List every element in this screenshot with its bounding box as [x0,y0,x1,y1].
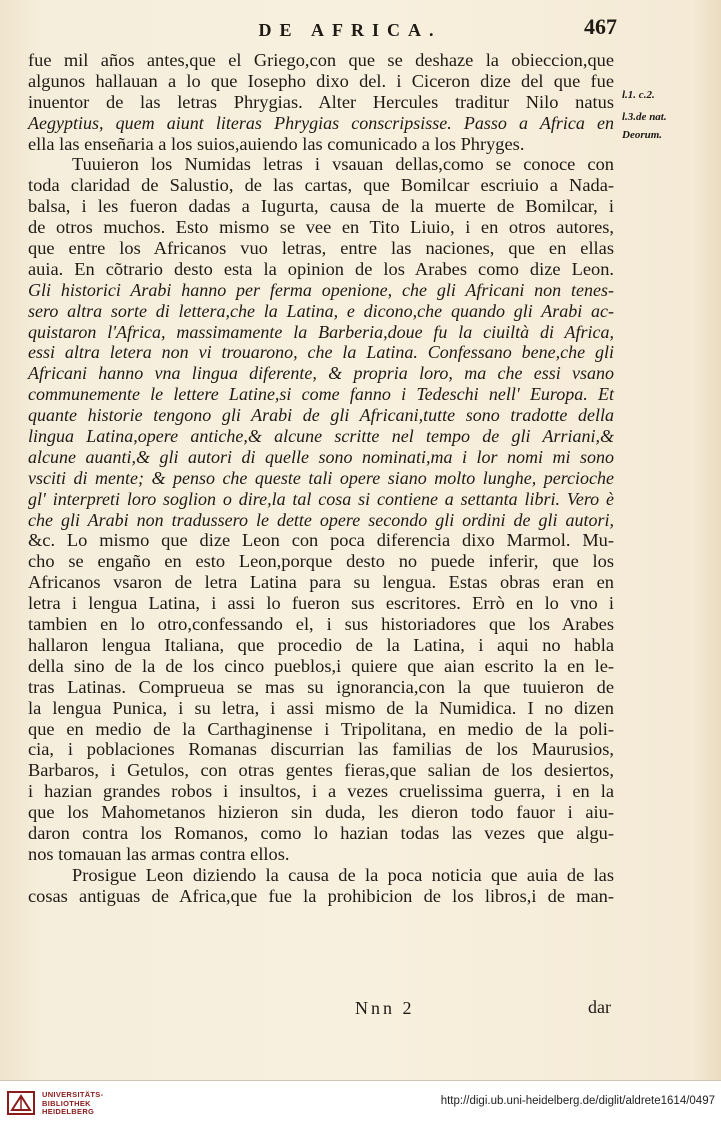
text-line: Prosigue Leon diziendo la causa de la poca noticia que auia de las [72,864,614,885]
marginal-note-3: Deorum. [622,129,663,141]
text-line: letra i lengua Latina, i assi lo fueron sus escritores. Errò en lo vno i [28,593,614,614]
library-name [42,1091,103,1117]
text-line: Barbaros, i Getulos, con otras gentes fieras,que salian de los desiertos, [28,760,614,781]
body-text [28,50,614,907]
text-line: tras Latinas. Comprueua se mas su ignorancia,con la que tuuieron de [28,676,614,697]
text-line: que en medio de la Carthaginense i Tripolitana, en medio de la poli- [28,718,614,739]
text-line: i hazian grandes robos i insultos, i a vezes cruelissima guerra, i en la [28,781,614,802]
text-line: &c. Lo mismo que dize Leon con poca diferencia dixo Marmol. Mu- [28,530,614,551]
text-line: hallaron lengua Italiana, que procedio de la Latina, i aqui no habla [28,634,614,655]
text-line: cosas antiguas de Africa,que fue la prohibicion de los libros,i de man- [28,885,614,906]
text-line: Aegyptius, quem aiunt literas Phrygias conscripsisse. Passo a Africa en [28,112,614,133]
text-line: Gli historici Arabi hanno per ferma openione, che gli Africani non tenes- [28,279,614,300]
text-line: Africanos vsaron de letra Latina para su lengua. Estas obras eran en [28,572,614,593]
text-line: essi altra letera non vi trouarono, che la Latina. Confessano bene,che gli [28,342,614,363]
text-line: ella las enseñaria a los suios,auiendo las comunicado a los Phryges. [28,133,525,154]
text-line: cia, i poblaciones Romanas discurrian las familias de los Maurusios, [28,739,614,760]
text-line: cho se engaño en esto Leon,porque desto no puede inferir, que los [28,551,614,572]
footer-bar [0,1080,721,1123]
signature-mark: Nnn 2 [355,998,415,1018]
text-line: Tuuieron los Numidas letras i vsauan dellas,como se conoce con [72,154,614,175]
source-url-link[interactable]: http://digi.ub.uni-heidelberg.de/diglit/aldrete1614/0497 [440,1095,715,1107]
library-name-line: UNIVERSITÄTS- [42,1090,104,1099]
text-line: balsa, i les fueron dadas a Iugurta, causa de la muerte de Bomilcar, i [28,196,614,217]
text-line: que entre los Africanos vuo letras, entre las naciones, que en ellas [28,238,614,259]
text-line: auia. En cõtrario desto esta la opinion de los Arabes como dize Leon. [28,258,614,279]
text-line: que los Mahometanos hizieron sin duda, les dieron todo fauor i aiu- [28,802,614,823]
text-line: vsciti di mente; & penso che queste tali opere siano molto lunghe, percioche [28,467,614,488]
library-logo-icon [6,1089,36,1117]
text-line: nos tomauan las armas contra ellos. [28,843,290,864]
text-line: sero altra sorte di lettera,che la Latina, e dicono,che quando gli Arabi ac- [28,300,614,321]
text-line: che gli Arabi non tradussero le dette opere secondo gli ordini de gli autori, [28,509,614,530]
marginal-note-1: l.1. c.2. [622,89,655,101]
text-line: fue mil años antes,que el Griego,con que se deshaze la obieccion,que [28,50,614,70]
text-line: daron contra los Romanos, como lo hazian todas las vezes que algu- [28,822,614,843]
text-line: lingua Latina,opere antiche,& alcune scritte nel tempo de gli Arriani,& [28,426,614,447]
text-line: gl' interpreti loro soglion o dire,la tal cosa si contiene a settanta libri. Vero è [28,488,614,509]
text-line: tambien en lo otro,confessando el, i sus historiadores que los Arabes [28,614,614,635]
text-line: la lengua Punica, i su letra, i assi mismo de la Numidica. I no dizen [28,697,614,718]
text-line: inuentor de las letras Phrygias. Alter Hercules traditur Nilo natus [28,91,614,112]
library-name-line: HEIDELBERG [42,1107,95,1116]
text-line: alcune auanti,& gli autori di quelle sono nominati,ma i lor nomi mi sono [28,446,614,467]
text-line: toda claridad de Salustio, de las cartas, que Bomilcar escriuio a Nada- [28,175,614,196]
page-number: 467 [584,14,617,39]
running-head: DE AFRICA. [258,20,442,40]
text-line: de otros muchos. Esto mismo se vee en Tito Liuio, i en otros autores, [28,217,614,238]
marginal-note-2: l.3.de nat. [622,111,667,123]
text-line: Africani hanno vna lingua diferente, & propria loro, ma che essi vsano [28,363,614,384]
text-line: quistaron l'Africa, massimamente la Barberia,doue fu la ciuiltà di Africa, [28,321,614,342]
text-line: communemente le lettere Latine,si come fanno i Tedeschi nell' Europa. Et [28,384,614,405]
library-name-line: BIBLIOTHEK [42,1098,91,1108]
text-line: algunos hallauan a lo que Iosepho dixo del. i Ciceron dize del que fue [28,70,614,91]
text-line: della sino de la de los cinco pueblos,i quiere que aian escrito la en le- [28,655,614,676]
catchword: dar [588,997,611,1017]
text-line: quante historie tengono gli Arabi de gli Africani,tutte sono tradotte della [28,405,614,426]
